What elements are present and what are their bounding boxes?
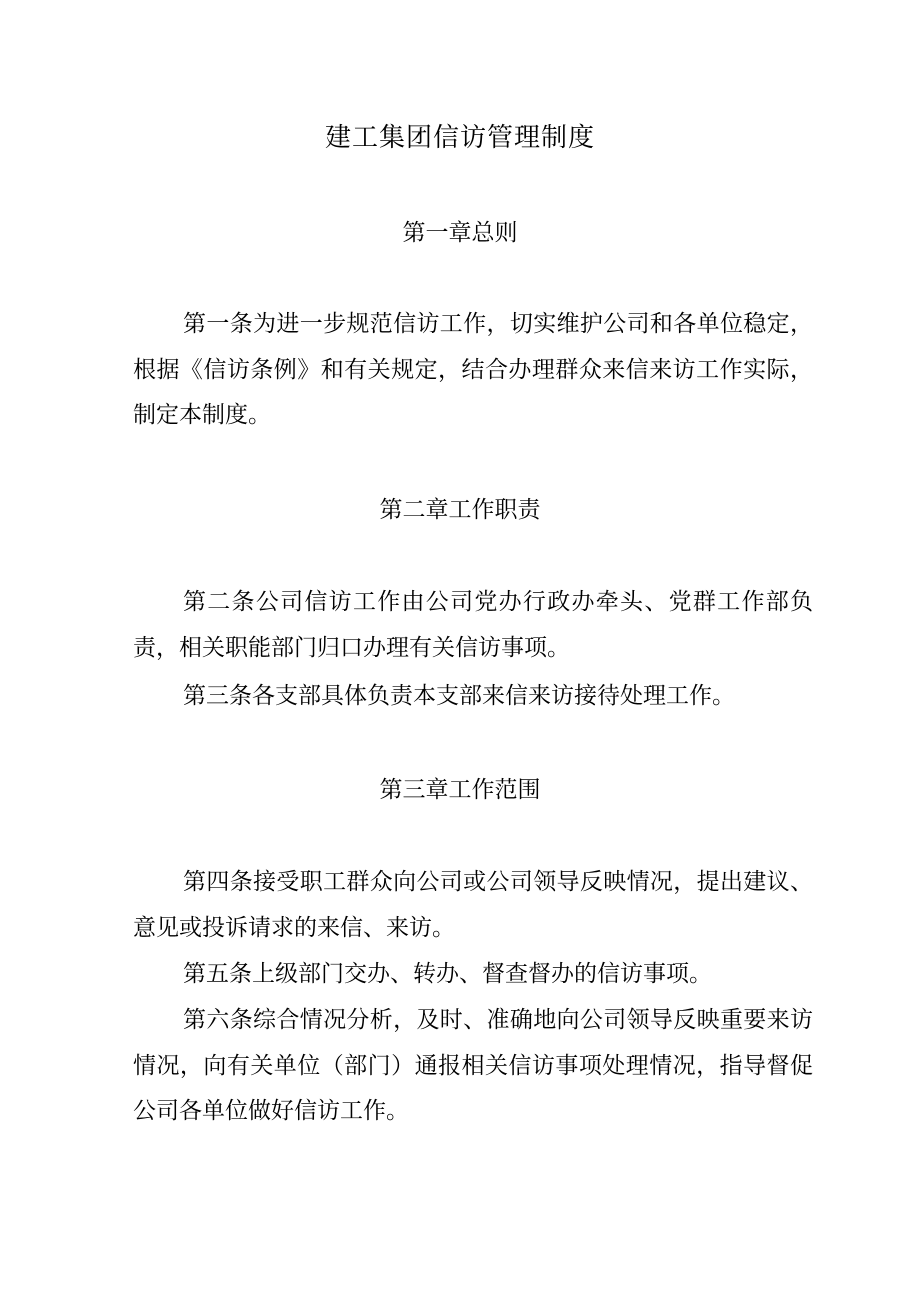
document-title: 建工集团信访管理制度 xyxy=(324,123,595,153)
article-5: 第五条上级部门交办、转办、督查督办的信访事项。 xyxy=(183,961,712,987)
chapter-heading-1: 第一章总则 xyxy=(402,220,518,246)
article-6: 第六条综合情况分析，及时、准确地向公司领导反映重要来访情况，向有关单位（部门）通报相关信访事项处理情况，指导督促公司各单位做好信访工作。 xyxy=(133,1007,813,1124)
article-3: 第三条各支部具体负责本支部来信来访接待处理工作。 xyxy=(183,683,735,709)
article-1: 第一条为进一步规范信访工作，切实维护公司和各单位稳定，根据《信访条例》和有关规定，结合办理群众来信来访工作实际，制定本制度。 xyxy=(133,311,813,428)
article-2: 第二条公司信访工作由公司党办行政办牵头、党群工作部负责，相关职能部门归口办理有关信访事项。 xyxy=(133,589,813,661)
chapter-heading-2: 第二章工作职责 xyxy=(379,497,541,523)
article-4: 第四条接受职工群众向公司或公司领导反映情况，提出建议、意见或投诉请求的来信、来访。 xyxy=(133,869,813,941)
chapter-heading-3: 第三章工作范围 xyxy=(379,777,541,803)
